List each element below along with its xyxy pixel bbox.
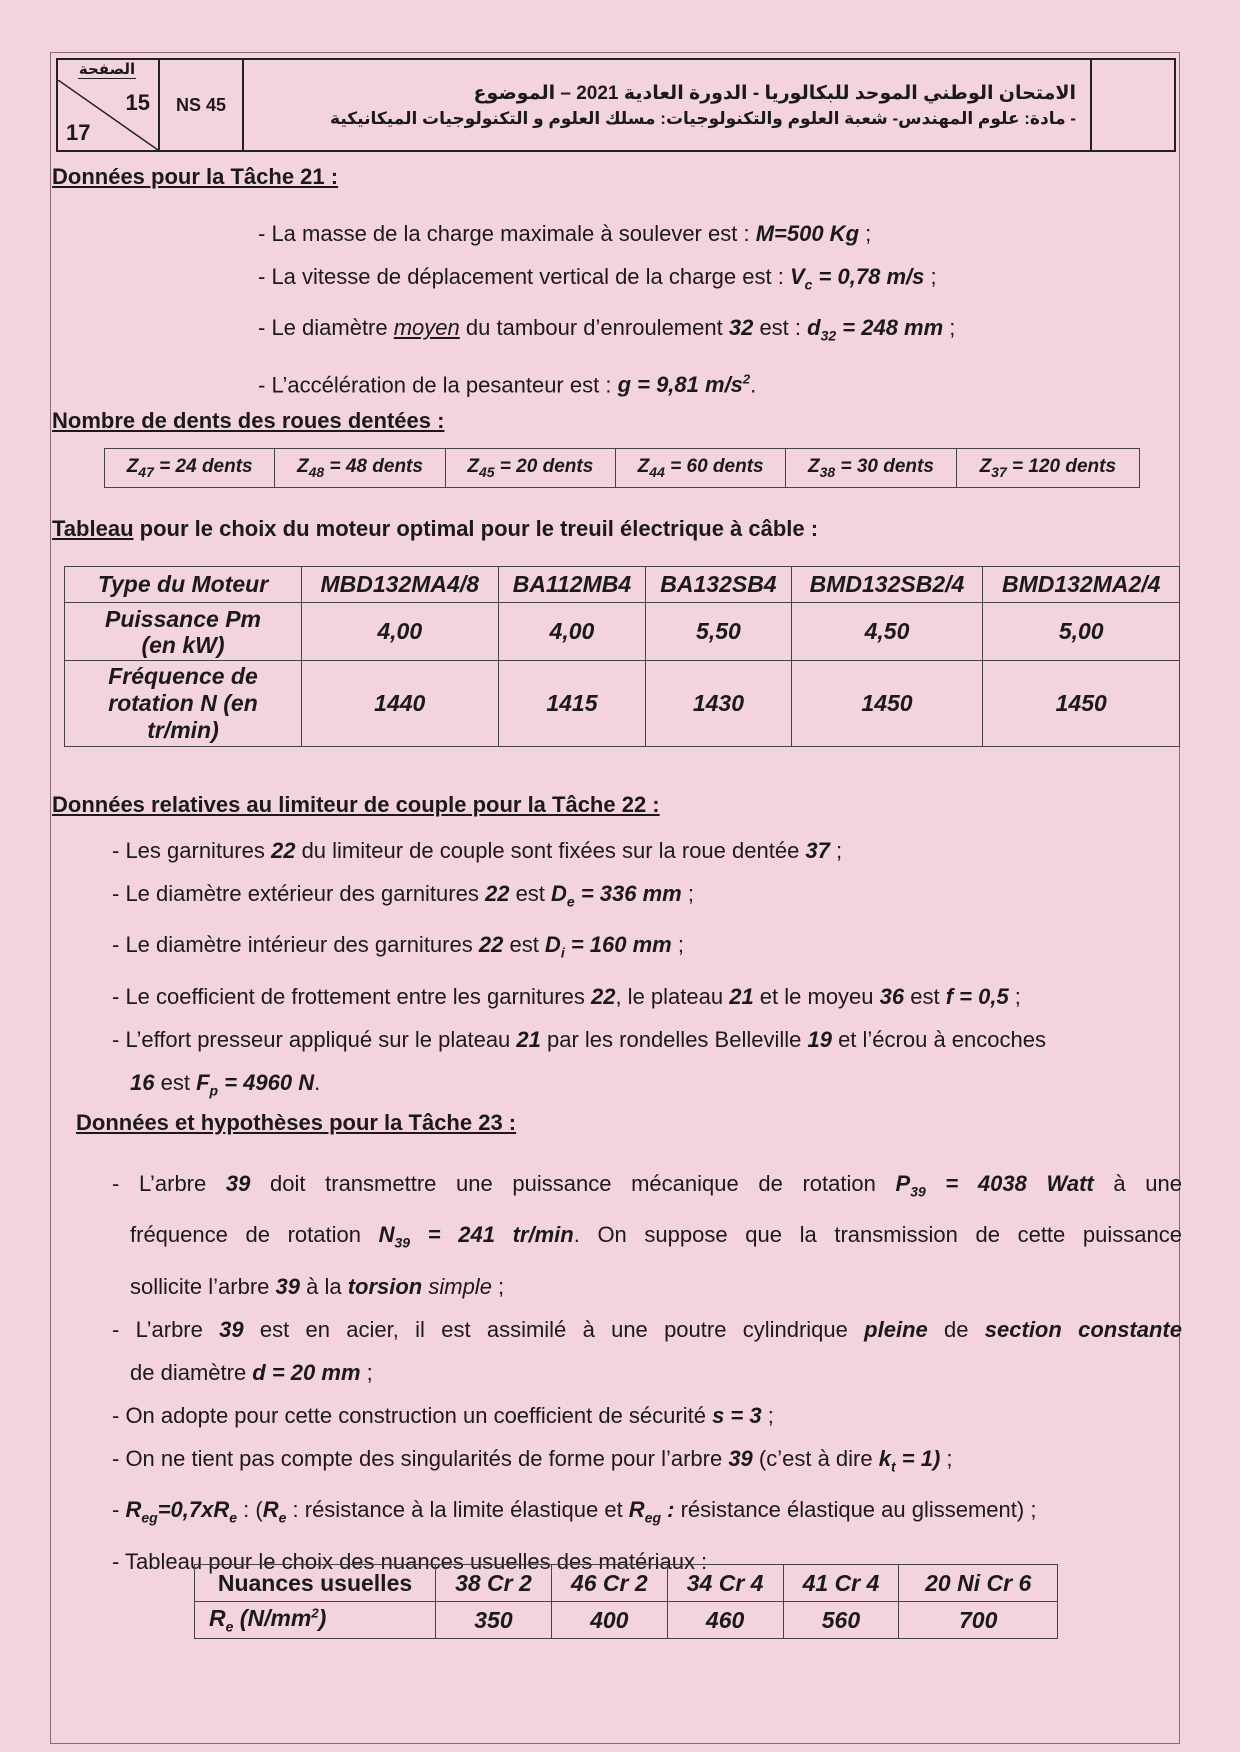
exam-code: NS 45: [160, 60, 244, 150]
section-title-motors: [52, 516, 818, 542]
symbol: [628, 1497, 675, 1526]
part-number: 32: [728, 315, 754, 341]
text: g = 9,81 m/s: [617, 372, 743, 398]
task22-line: [112, 1018, 1182, 1061]
value: [378, 1222, 574, 1251]
task21-item-mass: [258, 212, 955, 255]
text: ;: [943, 315, 956, 341]
section-title-task21: Données pour la Tâche 21 :: [52, 164, 339, 189]
section-title-task22: Données relatives au limiteur de couple pour la Tâche 22 :: [52, 792, 660, 817]
exam-title: [244, 60, 1092, 150]
symbol: [789, 264, 925, 293]
subscript: 32: [820, 327, 837, 344]
speed-value: 1440: [302, 661, 499, 747]
part-number: 37: [805, 838, 830, 863]
text: Z: [808, 456, 820, 478]
section-title-teeth: Nombre de dents des roues dentées :: [52, 408, 445, 433]
text: R: [628, 1497, 645, 1523]
text: = 160 mm: [564, 932, 672, 958]
task22-line: [112, 975, 1182, 1018]
text: - On ne tient pas compte des singularités de forme pour l’arbre: [112, 1445, 729, 1471]
text: (N/mm: [233, 1605, 312, 1632]
subscript: c: [804, 276, 813, 293]
subscript: 39: [910, 1183, 926, 1200]
superscript: 2: [742, 371, 751, 387]
text: de diamètre: [130, 1359, 253, 1385]
text: = 24 dents: [153, 456, 253, 478]
text: F: [196, 1069, 210, 1095]
text: - La vitesse de déplacement vertical de la charge est :: [258, 264, 790, 289]
value: [544, 932, 672, 961]
motor-type: MBD132MA4/8: [302, 567, 499, 603]
emphasis: torsion: [347, 1273, 423, 1299]
task23-line: [112, 1308, 1182, 1351]
motor-type: BA112MB4: [498, 567, 646, 603]
power-value: 5,50: [646, 603, 791, 661]
task22-line: [112, 1061, 1182, 1112]
text: - L’effort presseur appliqué sur le plateau: [112, 1026, 517, 1052]
text: -: [112, 1497, 126, 1523]
value: M=500 Kg: [755, 221, 860, 246]
text: par les rondelles Belleville: [540, 1026, 808, 1052]
task22-list: [112, 829, 1182, 1112]
teeth-cell: [956, 449, 1139, 488]
text: k: [878, 1445, 891, 1471]
value: [196, 1069, 315, 1099]
text: ;: [761, 1402, 774, 1428]
grade: 46 Cr 2: [551, 1565, 667, 1602]
text: ;: [924, 264, 937, 289]
grade: 34 Cr 4: [667, 1565, 783, 1602]
task21-list: [258, 212, 955, 406]
subscript: e: [278, 1509, 287, 1526]
subscript: 37: [991, 463, 1007, 480]
task23-line: [112, 1488, 1182, 1539]
value: [895, 1171, 1094, 1200]
subscript: 38: [819, 463, 836, 480]
value: = 0,78 m/s: [812, 264, 925, 289]
subscript: i: [560, 944, 565, 961]
value: [551, 881, 682, 910]
text: ;: [360, 1359, 373, 1385]
text: = 4960 N: [218, 1069, 315, 1095]
page-number-box: [58, 60, 160, 150]
text: . On suppose que la transmission de cette puissance: [573, 1222, 1182, 1248]
text: d: [807, 315, 821, 341]
text: = 20 dents: [494, 456, 594, 478]
subscript: t: [890, 1458, 896, 1475]
text: D: [544, 932, 561, 958]
teeth-cell: [105, 449, 275, 488]
title-line-2: - مادة: علوم المهندس- شعبة العلوم والتكنولوجيات: مسلك العلوم و التكنولوجيات الميكانيكية: [330, 108, 1076, 128]
subscript: eg: [141, 1509, 158, 1526]
re-value: 400: [551, 1602, 667, 1639]
text: à une: [1093, 1171, 1182, 1196]
table-row: [195, 1602, 1058, 1639]
motor-table: [64, 566, 1180, 747]
part-number: 16: [130, 1069, 155, 1095]
row-label: Puissance Pm (en kW): [65, 603, 302, 661]
row-label: Nuances usuelles: [195, 1565, 436, 1602]
emphasis: moyen: [393, 315, 460, 341]
text: - On adopte pour cette construction un coefficient de sécurité: [112, 1402, 713, 1428]
text: - Le coefficient de frottement entre les garnitures: [112, 983, 591, 1009]
row-label: Fréquence de rotation N (en tr/min): [65, 661, 302, 747]
superscript: 2: [311, 1605, 319, 1621]
text: - L’accélération de la pesanteur est :: [258, 372, 618, 398]
page-total: 17: [66, 120, 91, 145]
subscript: 39: [394, 1234, 411, 1251]
part-number: 21: [729, 983, 754, 1009]
section-title-task23: Données et hypothèses pour la Tâche 23 :: [76, 1110, 517, 1135]
text: est: [509, 881, 552, 906]
part-number: 36: [879, 983, 905, 1009]
teeth-cell: [275, 449, 445, 488]
task21-item-speed: [258, 255, 955, 306]
motor-type: BMD132MA2/4: [983, 567, 1180, 603]
text: - L’arbre: [112, 1171, 226, 1196]
text: ;: [671, 932, 684, 958]
exam-header: [56, 58, 1176, 152]
value: = 248 mm: [836, 315, 944, 341]
text: .: [750, 372, 757, 398]
text: N: [378, 1222, 395, 1248]
text: : (: [237, 1497, 263, 1523]
table-row: [105, 449, 1140, 488]
text: .: [314, 1069, 321, 1095]
text: (c’est à dire: [752, 1445, 879, 1471]
task22-line: [112, 923, 1182, 974]
re-value: 560: [783, 1602, 899, 1639]
blank-cell: [1092, 60, 1174, 150]
text: Z: [637, 456, 650, 478]
text: , le plateau: [615, 983, 730, 1009]
subscript: e: [566, 893, 575, 910]
speed-value: 1450: [983, 661, 1180, 747]
re-value: 700: [899, 1602, 1058, 1639]
text: Z: [467, 456, 479, 478]
text: et le moyeu: [753, 983, 880, 1009]
text: R: [125, 1497, 142, 1523]
power-value: 4,50: [791, 603, 983, 661]
grade: 38 Cr 2: [436, 1565, 552, 1602]
value: d = 20 mm: [252, 1359, 361, 1385]
value: [878, 1445, 941, 1475]
text: ): [318, 1605, 327, 1632]
part-number: 22: [590, 983, 616, 1009]
text: = 241 tr/min: [410, 1222, 574, 1248]
text: - Le diamètre: [258, 315, 394, 341]
table-row: [195, 1565, 1058, 1602]
row-label: [195, 1602, 436, 1639]
page-label: الصفحة: [78, 61, 136, 78]
subscript: 47: [138, 463, 154, 480]
text: ;: [859, 221, 872, 246]
grade: 41 Cr 4: [783, 1565, 899, 1602]
text: = 60 dents: [664, 456, 764, 478]
task23-line: [112, 1162, 1182, 1213]
re-value: 460: [667, 1602, 783, 1639]
task21-item-gravity: [258, 358, 955, 406]
text: P: [895, 1171, 911, 1196]
text: Tableau: [52, 516, 134, 541]
text: - Les garnitures: [112, 838, 271, 863]
text: = 48 dents: [324, 456, 423, 478]
text: doit transmettre une puissance mécanique de rotation: [250, 1171, 896, 1196]
part-number: 39: [728, 1445, 753, 1471]
text: Z: [297, 456, 309, 478]
text: est: [154, 1069, 197, 1095]
task21-item-diameter: [258, 306, 955, 357]
table-row: [65, 603, 1180, 661]
value: s = 3: [712, 1402, 762, 1428]
text: = 336 mm: [574, 881, 682, 906]
text: est :: [753, 315, 808, 341]
power-value: 4,00: [498, 603, 646, 661]
text: - Le diamètre intérieur des garnitures: [112, 932, 479, 958]
task22-line: [112, 829, 1182, 872]
subscript: e: [229, 1509, 238, 1526]
text: pour le choix du moteur optimal pour le treuil électrique à câble :: [133, 516, 819, 541]
task23-line: [112, 1213, 1182, 1264]
row-label: Type du Moteur: [65, 567, 302, 603]
text: : résistance à la limite élastique et: [286, 1497, 629, 1523]
teeth-cell: [786, 449, 956, 488]
speed-value: 1430: [646, 661, 791, 747]
text: ;: [829, 838, 843, 863]
text: ;: [491, 1273, 505, 1299]
text: est: [904, 983, 946, 1009]
grade: 20 Ni Cr 6: [899, 1565, 1058, 1602]
text: du limiteur de couple sont fixées sur la roue dentée: [295, 838, 806, 863]
power-value: 5,00: [983, 603, 1180, 661]
table-row: [65, 567, 1180, 603]
text: R: [209, 1605, 226, 1632]
text: ;: [681, 881, 694, 906]
re-value: 350: [436, 1602, 552, 1639]
text: de: [927, 1316, 985, 1342]
task23-line: [112, 1351, 1182, 1394]
part-number: 22: [478, 932, 504, 958]
text: =0,7xR: [157, 1497, 230, 1523]
text: du tambour d’enroulement: [459, 315, 729, 341]
teeth-cell: [445, 449, 615, 488]
emphasis: section constante: [984, 1316, 1182, 1342]
symbol: [807, 315, 944, 344]
part-number: 22: [270, 838, 296, 863]
power-value: 4,00: [302, 603, 499, 661]
teeth-table: [104, 448, 1140, 488]
task23-line: [112, 1394, 1182, 1437]
text: = 4038 Watt: [925, 1171, 1094, 1196]
part-number: 39: [225, 1171, 251, 1196]
subscript: 44: [649, 463, 665, 480]
part-number: 19: [807, 1026, 832, 1052]
text: fréquence de rotation: [130, 1222, 379, 1248]
nuances-table: [194, 1564, 1058, 1639]
subscript: p: [209, 1082, 219, 1099]
task23-list: [112, 1162, 1182, 1583]
text: = 120 dents: [1006, 456, 1117, 478]
text: est en acier, il est assimilé à une poutre cylindrique: [243, 1316, 865, 1342]
text: = 1): [895, 1445, 941, 1471]
text: R: [262, 1497, 279, 1523]
symbol: [262, 1497, 287, 1526]
text: Z: [126, 456, 139, 478]
task23-line: [112, 1437, 1182, 1488]
teeth-cell: [615, 449, 785, 488]
text: ;: [1008, 983, 1021, 1009]
text: - L’arbre: [112, 1316, 220, 1342]
value: f = 0,5: [945, 983, 1009, 1009]
motor-type: BMD132SB2/4: [791, 567, 983, 603]
emphasis: pleine: [864, 1316, 928, 1342]
subscript: eg: [644, 1509, 662, 1526]
text: V: [789, 264, 805, 289]
speed-value: 1415: [498, 661, 646, 747]
text: à la: [299, 1273, 348, 1299]
part-number: 21: [516, 1026, 541, 1052]
text: - Le diamètre extérieur des garnitures: [112, 881, 485, 906]
task22-line: [112, 872, 1182, 923]
subscript: e: [225, 1618, 234, 1635]
text: et l’écrou à encoches: [831, 1026, 1046, 1052]
speed-value: 1450: [791, 661, 983, 747]
emphasis: simple: [422, 1273, 492, 1299]
part-number: 39: [219, 1316, 244, 1342]
subscript: 48: [308, 463, 325, 480]
text: - La masse de la charge maximale à soulever est :: [258, 221, 756, 246]
value: [125, 1497, 238, 1526]
part-number: 39: [275, 1273, 300, 1299]
text: Z: [979, 456, 992, 478]
text: est: [503, 932, 545, 958]
table-row: [65, 661, 1180, 747]
text: sollicite l’arbre: [130, 1273, 276, 1299]
text: ;: [940, 1445, 953, 1471]
text: résistance élastique au glissement) ;: [674, 1497, 1037, 1523]
title-line-1: الامتحان الوطني الموحد للبكالوريا - الدورة العادية 2021 – الموضوع: [473, 82, 1076, 104]
value: [618, 372, 751, 397]
task23-line: [112, 1265, 1182, 1308]
text: :: [661, 1497, 675, 1523]
text: = 30 dents: [835, 456, 934, 478]
task23-line: - Tableau pour le choix des nuances usuelles des matériaux :: [112, 1548, 708, 1574]
subscript: 45: [478, 463, 495, 480]
text: D: [551, 881, 567, 906]
page-current: 15: [125, 90, 150, 115]
motor-type: BA132SB4: [646, 567, 791, 603]
part-number: 22: [484, 881, 510, 906]
